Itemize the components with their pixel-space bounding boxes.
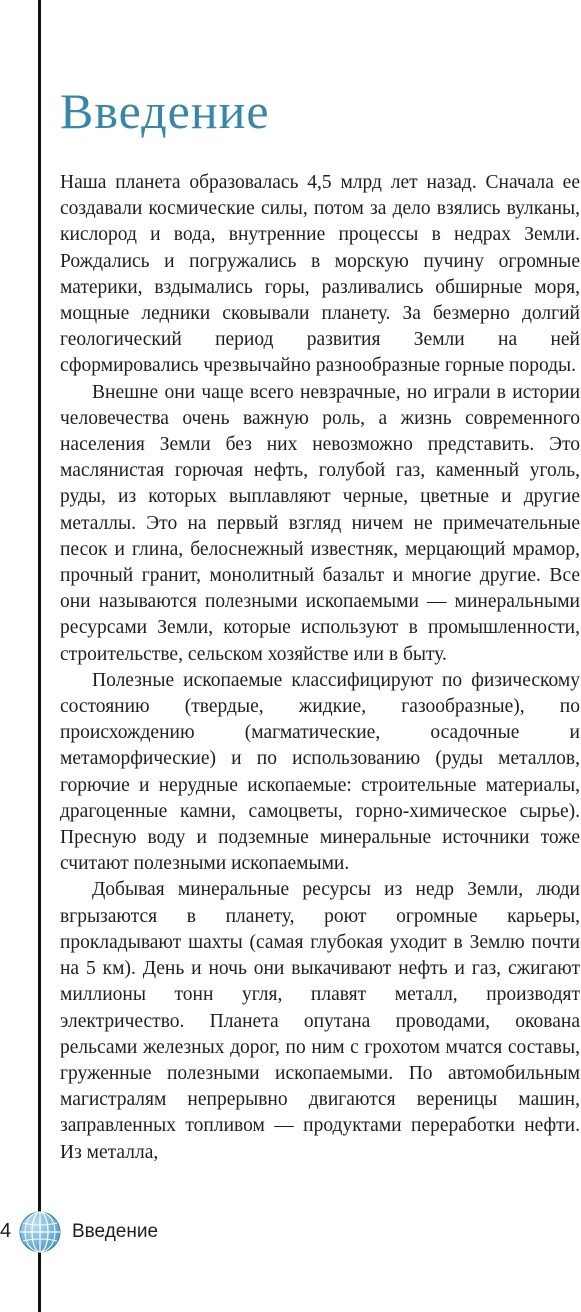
- running-title: Введение: [72, 1221, 159, 1242]
- page-title: Введение: [60, 83, 270, 139]
- paragraph: Наша планета образовалась 4,5 млрд лет назад. Сначала ее создавали космические силы, потом за дело взялись вулканы, кислород и вода, внутренние процессы в недрах Земли. Рождались и погружались в морскую пучину огромные материки, вздымались горы, разливались обширные моря, мощные ледники сковывали планету. За безмерно долгий геологический период развития Земли на ней сформировались чрезвычайно разнообразные горные породы.: [60, 172, 580, 377]
- paragraph: Полезные ископаемые классифицируют по физическому состоянию (твердые, жидкие, газообразные), по происхождению (магматические, осадочные и метаморфические) и по использованию (руды металлов, горючие и нерудные ископаемые: строительные материалы, драгоценные камни, самоцветы, горно-химическое сырье). Пресную воду и подземные минеральные источники тоже считают полезными ископаемыми.: [60, 669, 580, 875]
- page-footer: [0, 1210, 581, 1254]
- paragraph: Добывая минеральные ресурсы из недр Земли, люди вгрызаются в планету, роют огромные карьеры, прокладывают шахты (самая глубокая уходит в Землю почти на 5 км). День и ночь они выкачивают нефть и газ, сжигают миллионы тонн угля, плавят металл, производят электричество. Планета опутана проводами, окована рельсами железных дорог, по ним с грохотом мчатся составы, груженные полезными ископаемыми. По автомобильным магистралям непрерывно двигаются вереницы машин, заправленных топливом — продуктами переработки нефти. Из металла,: [60, 879, 580, 1163]
- globe-icon: [18, 1210, 62, 1254]
- margin-rule: [38, 0, 41, 1312]
- body-text: [60, 170, 580, 1166]
- page-number: 4: [0, 1220, 12, 1242]
- paragraph: Внешне они чаще всего невзрачные, но играли в истории человечества очень важную роль, а жизнь современного населения Земли без них невозможно представить. Это маслянистая горючая нефть, голубой газ, каменный уголь, руды, из которых выплавляют черные, цветные и другие металлы. Это на первый взгляд ничем не примечательные песок и глина, белоснежный известняк, мерцающий мрамор, прочный гранит, монолитный базальт и многие другие. Все они называются полезными ископаемыми — минеральными ресурсами Земли, которые используют в промышленности, строительстве, сельском хозяйстве или в быту.: [60, 381, 580, 665]
